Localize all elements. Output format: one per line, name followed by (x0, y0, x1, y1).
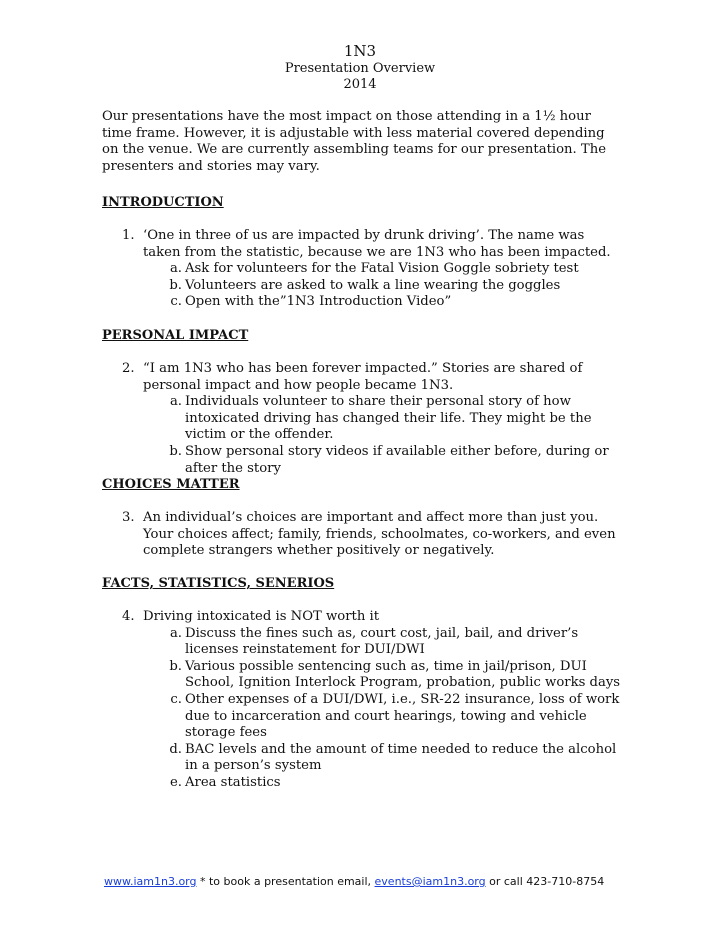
section-heading-introduction: INTRODUCTION (102, 195, 224, 210)
list-item (122, 278, 622, 295)
list-item (122, 444, 622, 477)
item-letter: b. (169, 277, 182, 293)
list-item (122, 775, 622, 792)
item-number: 2. (122, 361, 135, 376)
numbered-item-1 (122, 228, 622, 311)
item-text: ‘One in three of us are impacted by drunk driving’. The name was taken from the statistic, because we are 1N3 who has been impacted. (143, 228, 611, 260)
item-text: An individual’s choices are important and affect more than just you. Your choices affect; family, friends, schoolmates, co-workers, and even complete strangers whether positively or negatively. (143, 510, 616, 559)
item-number: 3. (122, 510, 135, 525)
item-text: “I am 1N3 who has been forever impacted.” Stories are shared of personal impact and how people became 1N3. (143, 361, 583, 393)
document-year: 2014 (343, 77, 377, 92)
website-link[interactable]: www.iam1n3.org (104, 875, 197, 888)
list-item (122, 294, 622, 311)
numbered-item-2 (122, 361, 622, 477)
item-letter: c. (170, 294, 182, 310)
numbered-item-4 (122, 609, 622, 792)
item-text: Individuals volunteer to share their personal story of how intoxicated driving has changed their life. They might be the victim or the offender. (185, 394, 592, 443)
section-heading-choices-matter: CHOICES MATTER (102, 477, 240, 492)
item-letter: b. (169, 658, 182, 674)
item-text: Area statistics (185, 774, 281, 790)
item-text: Other expenses of a DUI/DWI, i.e., SR-22 insurance, loss of work due to incarceration and court hearings, towing and vehicle storage fees (185, 691, 620, 741)
item-text: Various possible sentencing such as, time in jail/prison, DUI School, Ignition Interlock Program, probation, public works days (185, 658, 621, 691)
item-letter: e. (170, 774, 182, 790)
section-heading-facts-statistics: FACTS, STATISTICS, SENERIOS (102, 576, 335, 591)
page-footer (104, 875, 604, 888)
list-item (122, 394, 622, 444)
footer-text-booking: * to book a presentation email, (196, 875, 375, 888)
footer-text-phone: or call 423-710-8754 (485, 875, 605, 888)
item-text: Discuss the fines such as, court cost, jail, bail, and driver’s licenses reinstatement for DUI/DWI (185, 625, 579, 658)
item-text: Open with the”1N3 Introduction Video” (185, 294, 452, 310)
intro-paragraph: Our presentations have the most impact on those attending in a 1½ hour time frame. However, it is adjustable with less material covered depending on the venue. We are currently assembling teams for our presentation. The presenters and stories may vary. (102, 109, 607, 174)
list-item (122, 261, 622, 278)
numbered-item-3 (122, 510, 622, 560)
email-link[interactable]: events@iam1n3.org (374, 875, 486, 888)
item-text: Ask for volunteers for the Fatal Vision Goggle sobriety test (185, 261, 579, 277)
item-text: Show personal story videos if available either before, during or after the story (185, 443, 609, 476)
sub-list (122, 261, 622, 311)
item-text: Driving intoxicated is NOT worth it (143, 609, 380, 624)
item-letter: d. (169, 741, 182, 757)
list-item (122, 626, 622, 659)
document-title: 1N3 (343, 42, 377, 60)
item-number: 1. (122, 228, 135, 243)
sub-list (122, 394, 622, 477)
item-text: Volunteers are asked to walk a line wearing the goggles (185, 277, 561, 293)
sub-list (122, 626, 622, 792)
section-heading-personal-impact: PERSONAL IMPACT (102, 328, 249, 343)
item-letter: a. (169, 625, 182, 641)
document-header (0, 42, 720, 93)
item-text: BAC levels and the amount of time needed to reduce the alcohol in a person’s system (185, 741, 617, 774)
item-letter: a. (169, 261, 182, 277)
document-subtitle: Presentation Overview (284, 61, 436, 76)
item-number: 4. (122, 609, 135, 624)
list-item (122, 692, 622, 742)
item-letter: c. (170, 691, 182, 707)
list-item (122, 742, 622, 775)
item-letter: a. (169, 394, 182, 410)
item-letter: b. (169, 443, 182, 459)
list-item (122, 659, 622, 692)
